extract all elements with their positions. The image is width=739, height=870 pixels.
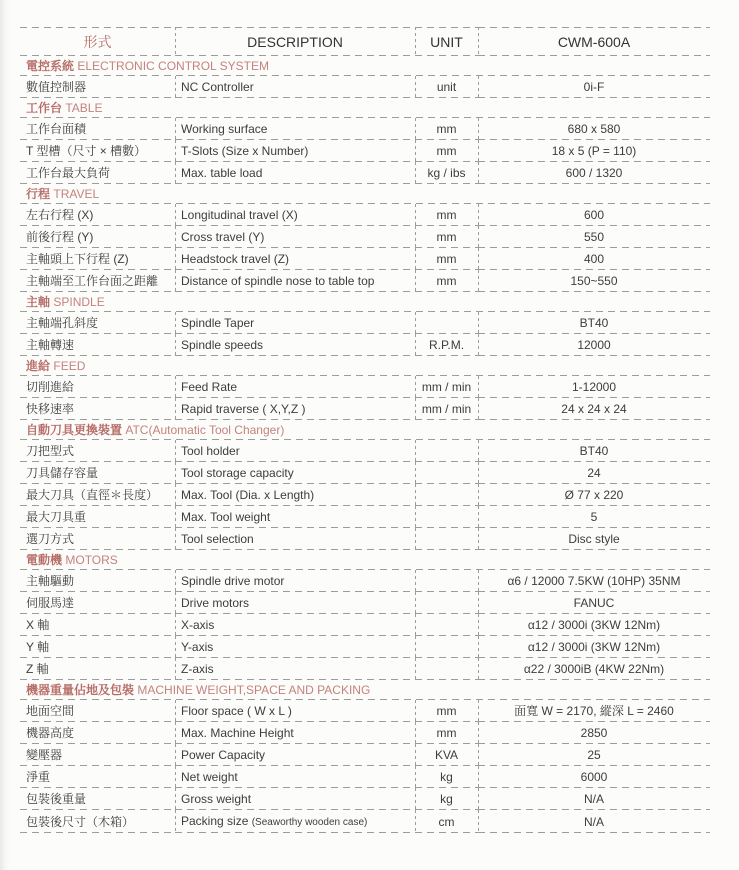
spec-unit (415, 592, 478, 614)
spec-description-cell (175, 506, 415, 528)
spec-description-cell (175, 76, 415, 98)
section-header-row (20, 420, 710, 440)
spec-value: α22 / 3000iB (4KW 22Nm) (478, 658, 710, 680)
spec-name-zh: 包裝後尺寸（木箱） (20, 810, 175, 833)
spec-row (20, 810, 710, 833)
spec-unit: R.P.M. (415, 334, 478, 356)
spec-unit (415, 658, 478, 680)
spec-value: 150~550 (478, 270, 710, 292)
spec-name-zh: 切削進給 (20, 376, 175, 398)
spec-name-zh: 地面空間 (20, 700, 175, 722)
spec-row (20, 658, 710, 680)
spec-description: Rapid traverse ( X,Y,Z ) (181, 402, 306, 416)
spec-row (20, 592, 710, 614)
spec-row (20, 334, 710, 356)
spec-value: 12000 (478, 334, 710, 356)
spec-value: FANUC (478, 592, 710, 614)
section-title-en: MOTORS (65, 553, 118, 567)
section-header-row (20, 292, 710, 312)
spec-name-zh: 主軸端孔斜度 (20, 312, 175, 334)
spec-description: Longitudinal travel (X) (181, 208, 298, 222)
spec-unit (415, 636, 478, 658)
spec-description-cell (175, 334, 415, 356)
spec-description: Tool holder (181, 444, 240, 458)
section-title-en: MACHINE WEIGHT,SPACE AND PACKING (137, 683, 371, 697)
spec-value: 6000 (478, 766, 710, 788)
spec-description: Power Capacity (181, 748, 266, 762)
spec-description: Floor space ( W x L ) (181, 704, 292, 718)
spec-value: 面寬 W = 2170, 縱深 L = 2460 (478, 700, 710, 722)
spec-name-zh: 快移速率 (20, 398, 175, 420)
section-title-zh: 電動機 (26, 553, 63, 567)
spec-description-cell (175, 766, 415, 788)
spec-description-cell (175, 570, 415, 592)
spec-row (20, 700, 710, 722)
spec-value: 24 (478, 462, 710, 484)
spec-description-cell (175, 484, 415, 506)
section-title-zh: 機器重量佔地及包裝 (26, 683, 135, 697)
section-header-row (20, 56, 710, 76)
section-title-zh: 主軸 (26, 295, 51, 309)
spec-description: Cross travel (Y) (181, 230, 265, 244)
spec-description-cell (175, 658, 415, 680)
spec-description-cell (175, 528, 415, 550)
spec-table-body (20, 56, 710, 833)
spec-description: Spindle speeds (181, 338, 264, 352)
section-title-zh: 工作台 (26, 101, 63, 115)
spec-description-note: (Seaworthy wooden case) (251, 817, 368, 828)
spec-value: BT40 (478, 440, 710, 462)
spec-unit: mm / min (415, 398, 478, 420)
spec-table (20, 27, 710, 833)
spec-name-zh: 數值控制器 (20, 76, 175, 98)
section-title-cell (20, 356, 710, 376)
spec-value: 18 x 5 (P = 110) (478, 140, 710, 162)
section-header-row (20, 184, 710, 204)
spec-value: 2850 (478, 722, 710, 744)
scan-edge-shadow (0, 0, 10, 870)
section-title-en: ELECTRONIC CONTROL SYSTEM (77, 59, 269, 73)
spec-name-zh: 選刀方式 (20, 528, 175, 550)
spec-value: α6 / 12000 7.5KW (10HP) 35NM (478, 570, 710, 592)
spec-name-zh: 伺服馬達 (20, 592, 175, 614)
spec-value: Disc style (478, 528, 710, 550)
spec-name-zh: 主軸轉速 (20, 334, 175, 356)
section-title-cell (20, 98, 710, 118)
spec-unit (415, 506, 478, 528)
section-title-zh: 行程 (26, 187, 51, 201)
spec-value: α12 / 3000i (3KW 12Nm) (478, 614, 710, 636)
spec-row (20, 484, 710, 506)
section-title-en: SPINDLE (53, 295, 105, 309)
spec-name-zh: 主軸驅動 (20, 570, 175, 592)
section-title-cell (20, 420, 710, 440)
spec-value: 400 (478, 248, 710, 270)
spec-name-zh: 前後行程 (Y) (20, 226, 175, 248)
spec-unit (415, 484, 478, 506)
section-title-en: FEED (53, 359, 86, 373)
spec-unit (415, 614, 478, 636)
section-title-en: TRAVEL (53, 187, 100, 201)
spec-description-cell (175, 248, 415, 270)
spec-row (20, 440, 710, 462)
spec-unit: mm (415, 722, 478, 744)
spec-row (20, 506, 710, 528)
spec-row (20, 118, 710, 140)
spec-row (20, 376, 710, 398)
spec-unit (415, 570, 478, 592)
spec-value: N/A (478, 788, 710, 810)
spec-row (20, 140, 710, 162)
column-header-description: DESCRIPTION (175, 27, 415, 56)
spec-value: 1-12000 (478, 376, 710, 398)
spec-description: Distance of spindle nose to table top (181, 274, 375, 288)
spec-name-zh: 左右行程 (X) (20, 204, 175, 226)
spec-unit: mm (415, 118, 478, 140)
spec-description: Net weight (181, 770, 238, 784)
spec-description: T-Slots (Size x Number) (181, 144, 309, 158)
spec-description-cell (175, 636, 415, 658)
section-title-cell (20, 550, 710, 570)
spec-value: 25 (478, 744, 710, 766)
spec-description-cell (175, 204, 415, 226)
spec-name-zh: Y 軸 (20, 636, 175, 658)
spec-name-zh: 工作台最大負荷 (20, 162, 175, 184)
spec-description: Z-axis (181, 662, 214, 676)
spec-unit (415, 528, 478, 550)
spec-description: Gross weight (181, 792, 252, 806)
spec-row (20, 528, 710, 550)
spec-unit: mm / min (415, 376, 478, 398)
spec-row (20, 614, 710, 636)
section-title-zh: 自動刀具更換裝置 (26, 423, 123, 437)
spec-unit: kg (415, 788, 478, 810)
spec-row (20, 722, 710, 744)
spec-description-cell (175, 226, 415, 248)
spec-name-zh: 最大刀具重 (20, 506, 175, 528)
spec-description-cell (175, 788, 415, 810)
spec-row (20, 462, 710, 484)
spec-name-zh: 最大刀具（直徑＊長度） (20, 484, 175, 506)
section-title-cell (20, 680, 710, 700)
section-title-zh: 電控系統 (26, 59, 75, 73)
spec-name-zh: 主軸頭上下行程 (Z) (20, 248, 175, 270)
spec-value: 0i-F (478, 76, 710, 98)
spec-value: N/A (478, 810, 710, 833)
section-title-cell (20, 184, 710, 204)
spec-unit: unit (415, 76, 478, 98)
section-title-en: TABLE (65, 101, 103, 115)
spec-unit (415, 312, 478, 334)
spec-row (20, 270, 710, 292)
section-title-en: ATC(Automatic Tool Changer) (125, 423, 285, 437)
spec-name-zh: 變壓器 (20, 744, 175, 766)
spec-description-cell (175, 614, 415, 636)
spec-description: Max. Tool (Dia. x Length) (181, 488, 315, 502)
spec-name-zh: 工作台面積 (20, 118, 175, 140)
spec-description: X-axis (181, 618, 215, 632)
spec-description-cell (175, 810, 415, 833)
spec-unit: mm (415, 700, 478, 722)
column-header-unit: UNIT (415, 27, 478, 56)
spec-description-cell (175, 592, 415, 614)
spec-description: Packing size (181, 814, 249, 828)
spec-description-cell (175, 398, 415, 420)
spec-name-zh: Z 軸 (20, 658, 175, 680)
spec-description-cell (175, 162, 415, 184)
spec-description: Drive motors (181, 596, 250, 610)
spec-value: Ø 77 x 220 (478, 484, 710, 506)
spec-description-cell (175, 744, 415, 766)
spec-value: BT40 (478, 312, 710, 334)
spec-description-cell (175, 462, 415, 484)
spec-name-zh: 包裝後重量 (20, 788, 175, 810)
spec-unit: mm (415, 140, 478, 162)
spec-description-cell (175, 700, 415, 722)
section-title-cell (20, 56, 710, 76)
spec-value: 680 x 580 (478, 118, 710, 140)
header-row (20, 27, 710, 56)
spec-unit (415, 462, 478, 484)
spec-row (20, 744, 710, 766)
spec-description-cell (175, 118, 415, 140)
spec-description: Working surface (181, 122, 268, 136)
spec-name-zh: 刀把型式 (20, 440, 175, 462)
spec-description-cell (175, 312, 415, 334)
spec-row (20, 226, 710, 248)
spec-description: Spindle drive motor (181, 574, 285, 588)
spec-name-zh: T 型槽（尺寸 × 槽數） (20, 140, 175, 162)
spec-unit: mm (415, 226, 478, 248)
section-header-row (20, 98, 710, 118)
spec-row (20, 162, 710, 184)
spec-description-cell (175, 140, 415, 162)
spec-description: Max. table load (181, 166, 263, 180)
spec-unit: kg / ibs (415, 162, 478, 184)
spec-name-zh: 刀具儲存容量 (20, 462, 175, 484)
section-header-row (20, 356, 710, 376)
spec-value: 600 (478, 204, 710, 226)
spec-description-cell (175, 722, 415, 744)
spec-row (20, 766, 710, 788)
spec-description: Max. Tool weight (181, 510, 271, 524)
spec-description-cell (175, 376, 415, 398)
spec-unit: KVA (415, 744, 478, 766)
spec-value: α12 / 3000i (3KW 12Nm) (478, 636, 710, 658)
spec-name-zh: 機器高度 (20, 722, 175, 744)
section-title-zh: 進給 (26, 359, 51, 373)
spec-unit: mm (415, 204, 478, 226)
spec-row (20, 398, 710, 420)
section-header-row (20, 550, 710, 570)
spec-description: Headstock travel (Z) (181, 252, 290, 266)
spec-value: 600 / 1320 (478, 162, 710, 184)
spec-unit: cm (415, 810, 478, 833)
spec-description: Tool selection (181, 532, 254, 546)
spec-description: Tool storage capacity (181, 466, 294, 480)
spec-name-zh: 淨重 (20, 766, 175, 788)
spec-name-zh: X 軸 (20, 614, 175, 636)
spec-description: Max. Machine Height (181, 726, 294, 740)
spec-row (20, 636, 710, 658)
spec-unit (415, 440, 478, 462)
spec-description: Feed Rate (181, 380, 238, 394)
section-header-row (20, 680, 710, 700)
spec-value: 24 x 24 x 24 (478, 398, 710, 420)
spec-row (20, 248, 710, 270)
spec-unit: mm (415, 248, 478, 270)
column-header-type: 形式 (20, 27, 175, 56)
spec-row (20, 570, 710, 592)
column-header-model: CWM-600A (478, 27, 710, 56)
spec-row (20, 788, 710, 810)
spec-description: Y-axis (181, 640, 214, 654)
section-title-cell (20, 292, 710, 312)
spec-name-zh: 主軸端至工作台面之距離 (20, 270, 175, 292)
spec-row (20, 204, 710, 226)
spec-row (20, 312, 710, 334)
spec-value: 5 (478, 506, 710, 528)
spec-value: 550 (478, 226, 710, 248)
spec-unit: kg (415, 766, 478, 788)
spec-description-cell (175, 440, 415, 462)
spec-description: Spindle Taper (181, 316, 255, 330)
spec-description-cell (175, 270, 415, 292)
spec-row (20, 76, 710, 98)
spec-unit: mm (415, 270, 478, 292)
spec-description: NC Controller (181, 80, 254, 94)
